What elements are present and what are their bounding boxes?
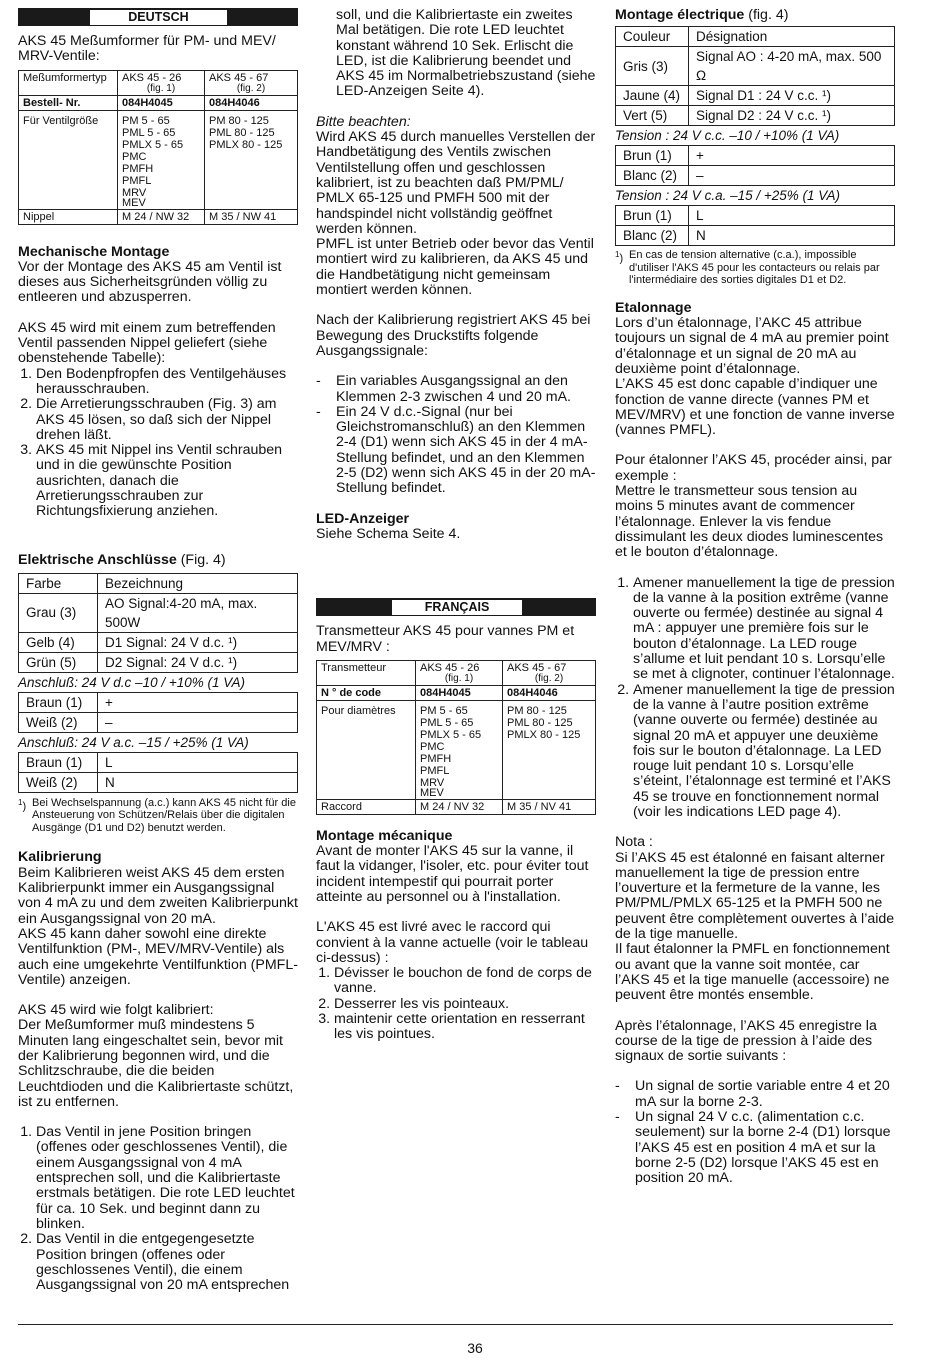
spec-table-fr: Transmetteur AKS 45 - 26 (fig. 1) AKS 45 - 67 (fig. 2) N ° de code 084H4045 084H4046 Pour diamètres PM 5 - 65 PML 5 - 65 PMLX 5 - 65 PMC PMFH PMFL MRV MEV PM 80 - 125 PML 80 - 125 PMLX 80 - 125 Raccord M 24 / NV 32 M 35 / NV 41	[316, 660, 596, 815]
heading-montage-mecanique: Montage mécanique	[316, 827, 453, 844]
heading-mechanische-montage: Mechanische Montage	[18, 243, 170, 260]
column-middle: soll, und die Kalibriertaste ein zweites Mal betätigen. Die rote LED leuchtet konstant während 10 Sek. Erlischt die LED, ist die Kalibrierung beendet und AKS 45 im Normalbetriebszustand (siehe LED-Anzeigen Seite 4). Bitte beachten: Wird AKS 45 durch manuelles Verstellen der Handbetätigung des Ventils zwischen Ventilstellung offen und geschlossen kalibriert, ist zu beachten daß PM/PML/ PMLX 65-125 und PMFH 500 mit der handspindel nicht vollständig geöffnet werden können. PMFL ist unter Betrieb oder bevor das Ventil montiert wird zu kalibrieren, da AKS 45 und die Handbetätigung nicht gemeinsam montiert werden können. Nach der Kalibrierung registriert AKS 45 bei Bewegung des Druckstifts folgende Ausgangssignale: - Ein variables Ausgangssignal an den Klemmen 2-3 zwischen 4 und 20 mA. - Ein 24 V d.c.-Signal (nur bei Gleichstromanschluß) an den Klemmen 2-4 (D1) wenn sich AKS 45 in der 4 mA-Stellung befindet, und an den Klemmen 2-5 (D2) wenn sich AKS 45 in der 20 mA-Stellung befindet. LED-Anzeiger Siehe Schema Seite 4. FRANÇAIS Transmetteur AKS 45 pour vannes PM et MEV/MRV : Transmetteur AKS 45 - 26 (fig. 1) AKS 45 - 67 (fig. 2) N ° de code 084H4045 084H4046 Pour diamètres PM 5 - 65 PML 5 - 65 PMLX 5 - 65 PMC PMFH PMFL MRV MEV PM 80 - 125 PML 80 - 125 PMLX 80 - 125 Raccord M 24 / NV 32 M 35 / NV 41 Montage mécanique Avant de monter l'AKS 45 sur la vanne, il faut la vidanger, l'isoler, etc. pour éviter tout incident intempestif qui pourrait porter atteinte au personnel ou à l'installation. L'AKS 45 est livré avec le raccord qui convient à la vanne actuelle (voir le tableau ci-dessus) : 1. Dévisser le bouchon de fond de corps de vanne. 2. Desserrer les vis pointeaux. 3. maintenir cette orientation en resserrant les vis pointues.	[316, 8, 596, 1043]
intro-fr: Transmetteur AKS 45 pour vannes PM et MEV/MRV :	[316, 623, 575, 655]
dc-table-fr: Brun (1) + Blanc (2) –	[615, 145, 895, 186]
wire-table-de: Farbe Bezeichnung Grau (3) AO Signal:4-20 mA, max. 500W Gelb (4) D1 Signal: 24 V d.c. ¹) Grün (5) D2 Signal: 24 V d.c. ¹)	[18, 573, 298, 673]
page-number: 36	[467, 1340, 483, 1356]
heading-led-anzeiger: LED-Anzeiger	[316, 510, 410, 527]
footnote-de: $^1$) Bei Wechselspannung (a.c.) kann AKS 45 nicht für die Ansteuerung von Schützen/Relais über die digitalen Ausgänge (D1 und D2) benutzt werden.	[18, 796, 296, 834]
intro-de: AKS 45 Meßumformer für PM- und MEV/ MRV-Ventile:	[18, 33, 276, 65]
mech-steps-fr: 1. Dévisser le bouchon de fond de corps de vanne. 2. Desserrer les vis pointeaux. 3. maintenir cette orientation en resserrant les vis pointues.	[316, 966, 596, 1042]
heading-kalibrierung: Kalibrierung	[18, 849, 102, 866]
mech-steps-de: 1. Den Bodenpfropfen des Ventilgehäuses herausschrauben. 2. Die Arretierungsschrauben (Fig. 3) am AKS 45 lösen, so daß sich der Nippel drehen läßt. 3. AKS 45 mit Nippel ins Ventil schrauben und in die gewünschte Position ausrichten, danach die Arretierungsschrauben zur Richtungsfixierung anziehen.	[18, 367, 298, 520]
apres-items-fr: - Un signal de sortie variable entre 4 et 20 mA sur la borne 2-3. - Un signal 24 V c.c. (alimentation c.c. seulement) sur la borne 2-4 (D1) lorsque l’AKS 45 est en position 4 mA et sur la borne 2-5 (D2) lorsque l’AKS 45 est en position 20 mA.	[615, 1079, 895, 1186]
dc-table-de: Braun (1) + Weiß (2) –	[18, 692, 298, 733]
spec-table-de: Meßumformertyp AKS 45 - 26 (fig. 1) AKS 45 - 67 (fig. 2) Bestell- Nr. 084H4045 084H4046 Für Ventilgröße PM 5 - 65 PML 5 - 65 PMLX 5 - 65 PMC PMFH PMFL MRV MEV PM 80 - 125 PML 80 - 125 PMLX 80 - 125 Nippel M 24 / NW 32 M 35 / NW 41	[18, 70, 298, 225]
column-french: Montage électrique (fig. 4) Couleur Désignation Gris (3) Signal AO : 4-20 mA, max. 500 Ω Jaune (4) Signal D1 : 24 V c.c. ¹) Vert (5) Signal D2 : 24 V c.c. ¹) Tension : 24 V c.c. –10 / +10% (1 VA) Brun (1) + Blanc (2) – Tension : 24 V c.a. –15 / +25% (1 VA) Brun (1) L Blanc (2) N $^1$) En cas de tension alternative (c.a.), impossible d'utiliser l'AKS 45 pour les contacteurs ou relais par l'intermédiaire des sorties digitales D1 et D2. Etalonnage Lors d’un étalonnage, l’AKC 45 attribue toujours un signal de 4 mA au premier point d’étalonnage et un signal de 20 mA au deuxième point d’étalonnage. L’AKS 45 est donc capable d’indiquer une fonction de vanne directe (vannes PM et MEV/MRV) et une fonction de vanne inverse (vannes PMFL). Pour étalonner l’AKS 45, procéder ainsi, par exemple : Mettre le transmetteur sous tension au moins 5 minutes avant de commencer l’étalonnage. Enlever la vis fendue dissimulant les deux diodes luminescentes et le bouton d’étalonnage. 1. Amener manuellement la tige de pression de la vanne à la position extrême (vanne ouverte ou fermée) destinée au signal 4 mA : appuyer une première fois sur le bouton d’étalonnage. La LED rouge s’allume et luit pendant 10 s. Lorsqu’elle se met à clignoter, continuer l’étalonnage. 2. Amener manuellement la tige de pression de la vanne à l’autre position extrême (vanne ouverte ou fermée) destinée au signal 20 mA et appuyer une deuxième fois sur le bouton d’étalonnage. La LED rouge luit pendant 10 s. Lorsqu’elle s’éteint, l’étalonnage est terminé et l’AKS 45 se trouve en fonctionnement normal (voir les indications LED page 4). Nota : Si l’AKS 45 est étalonné en faisant alterner manuellement la tige de pression entre l’ouverture et la fermeture de la vanne, les PM/PML/PMLX 65-125 et la PMFH 500 ne peuvent être complètement ouvertes à l’aide de la tige manuelle. Il faut étalonner la PMFL en fonctionnement ou avant que la vanne soit montée, car l’AKS 45 et la tige manuelle (accessoire) ne peuvent être montés ensemble. Après l’étalonnage, l’AKS 45 enregistre la course de la tige de pression à l’aide des signaux de sortie suivants : - Un signal de sortie variable entre 4 et 20 mA sur la borne 2-3. - Un signal 24 V c.c. (alimentation c.c. seulement) sur la borne 2-4 (D1) lorsque l’AKS 45 est en position 4 mA et sur la borne 2-5 (D2) lorsque l’AKS 45 est en position 20 mA.	[615, 8, 895, 1187]
heading-montage-electrique: Montage électrique (fig. 4)	[615, 7, 789, 23]
ac-table-de: Braun (1) L Weiß (2) N	[18, 752, 298, 793]
etal-steps-fr: 1. Amener manuellement la tige de pression de la vanne à la position extrême (vanne ouverte ou fermée) destinée au signal 4 mA : appuyer une première fois sur le bouton d’étalonnage. La LED rouge s’allume et luit pendant 10 s. Lorsqu’elle se met à clignoter, continuer l’étalonnage. 2. Amener manuellement la tige de pression de la vanne à l’autre position extrême (vanne ouverte ou fermée) destinée au signal 20 mA et appuyer une deuxième fois sur le bouton d’étalonnage. La LED rouge luit pendant 10 s. Lorsqu’elle s’éteint, l’étalonnage est terminé et l’AKS 45 se trouve en fonctionnement normal (voir les indications LED page 4).	[615, 576, 895, 821]
wire-table-fr: Couleur Désignation Gris (3) Signal AO : 4-20 mA, max. 500 Ω Jaune (4) Signal D1 : 24 V c.c. ¹) Vert (5) Signal D2 : 24 V c.c. ¹)	[615, 26, 895, 126]
nach-items-de: - Ein variables Ausgangssignal an den Klemmen 2-3 zwischen 4 und 20 mA. - Ein 24 V d.c.-Signal (nur bei Gleichstromanschluß) an den Klemmen 2-4 (D1) wenn sich AKS 45 in der 4 mA-Stellung befindet, und an den Klemmen 2-5 (D2) wenn sich AKS 45 in der 20 mA-Stellung befindet.	[316, 374, 596, 496]
section-header-francais: FRANÇAIS	[316, 598, 596, 616]
kal-steps-de: 1. Das Ventil in jene Position bringen (offenes oder geschlossenes Ventil), die einem Ausgangssignal von 4 mA entsprechen soll, und die Kalibriertaste erstmals betätigen. Die rote LED leuchtet für ca. 10 Sek. und beginnt dann zu blinken. 2. Das Ventil in die entgegengesetzte Position bringen (offenes oder geschlossenes Ventil), die einem Ausgangssignal von 20 mA entsprechen	[18, 1125, 298, 1293]
heading-etalonnage: Etalonnage	[615, 299, 692, 316]
heading-elektrische-anschluesse: Elektrische Anschlüsse (Fig. 4)	[18, 551, 226, 568]
ac-table-fr: Brun (1) L Blanc (2) N	[615, 205, 895, 246]
footer-rule	[18, 1324, 893, 1325]
section-header-deutsch: DEUTSCH	[18, 8, 298, 26]
footnote-fr: $^1$) En cas de tension alternative (c.a.), impossible d'utiliser l'AKS 45 pour les contacteurs ou relais par l'intermédiaire des sorties digitales D1 et D2.	[615, 249, 880, 287]
column-german: DEUTSCH AKS 45 Meßumformer für PM- und MEV/ MRV-Ventile: Meßumformertyp AKS 45 - 26 (fig. 1) AKS 45 - 67 (fig. 2) Bestell- Nr. 084H4045 084H4046 Für Ventilgröße PM 5 - 65 PML 5 - 65 PMLX 5 - 65 PMC PMFH PMFL MRV MEV PM 80 - 125 PML 80 - 125 PMLX 80 - 125 Nippel M 24 / NW 32 M 35 / NW 41 Mechanische Montage Vor der Montage des AKS 45 am Ventil ist dieses aus Sicherheitsgründen völlig zu entleeren und abzusperren. AKS 45 wird mit einem zum betreffenden Ventil passenden Nippel geliefert (siehe obenstehende Tabelle): 1. Den Bodenpfropfen des Ventilgehäuses herausschrauben. 2. Die Arretierungsschrauben (Fig. 3) am AKS 45 lösen, so daß sich der Nippel drehen läßt. 3. AKS 45 mit Nippel ins Ventil schrauben und in die gewünschte Position ausrichten, danach die Arretierungsschrauben zur Richtungsfixierung anziehen. Elektrische Anschlüsse (Fig. 4) Farbe Bezeichnung Grau (3) AO Signal:4-20 mA, max. 500W Gelb (4) D1 Signal: 24 V d.c. ¹) Grün (5) D2 Signal: 24 V d.c. ¹) Anschluß: 24 V d.c –10 / +10% (1 VA) Braun (1) + Weiß (2) – Anschluß: 24 V a.c. –15 / +25% (1 VA) Braun (1) L Weiß (2) N $^1$) Bei Wechselspannung (a.c.) kann AKS 45 nicht für die Ansteuerung von Schützen/Relais über die digitalen Ausgänge (D1 und D2) benutzt werden. Kalibrierung Beim Kalibrieren weist AKS 45 dem ersten Kalibrierpunkt immer ein Ausgangssignal von 4 mA zu und dem zweiten Kalibrierpunkt ein Ausgangssignal von 20 mA. AKS 45 kann daher sowohl eine direkte Ventilfunktion (PM-, MEV/MRV-Ventile) als auch eine umgekehrte Ventilfunktion (PMFL-Ventile) anzeigen. AKS 45 wird wie folgt kalibriert: Der Meßumformer muß mindestens 5 Minuten lang eingeschaltet sein, bevor mit der Kalibrierung begonnen wird, und die Schlitzschraube, die die beiden Leuchtdioden und die Kalibriertaste schützt, ist zu entfernen. 1. Das Ventil in jene Position bringen (offenes oder geschlossenes Ventil), die einem Ausgangssignal von 4 mA entsprechen soll, und die Kalibriertaste erstmals betätigen. Die rote LED leuchtet für ca. 10 Sek. und beginnt dann zu blinken. 2. Das Ventil in die entgegengesetzte Position bringen (offenes oder geschlossenes Ventil), die einem Ausgangssignal von 20 mA entsprechen	[18, 8, 298, 1293]
